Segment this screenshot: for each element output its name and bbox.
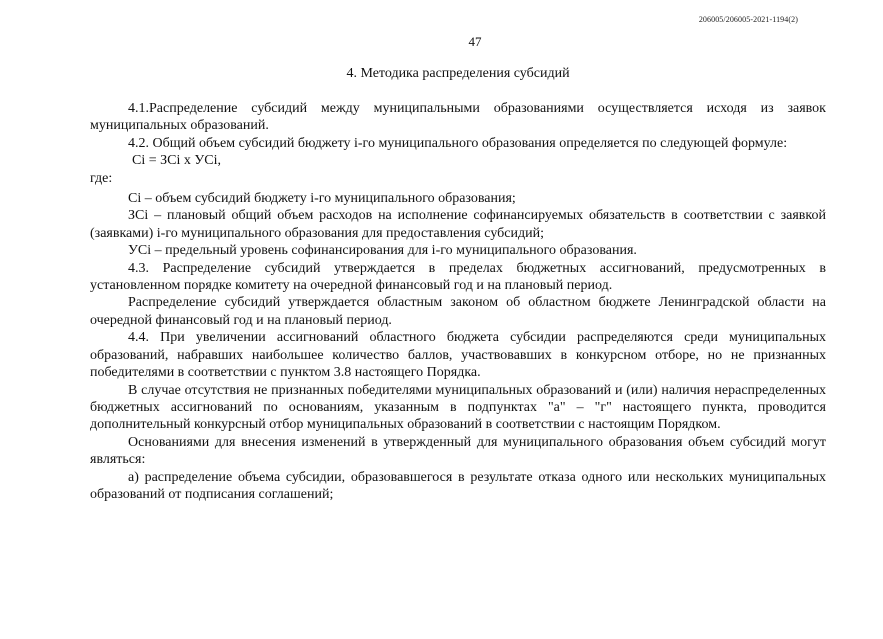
document-body xyxy=(90,100,826,503)
definition-uci: УCi – предельный уровень софинансирования для i-го муниципального образования. xyxy=(128,243,637,259)
page-number: 47 xyxy=(468,34,482,49)
section-title: 4. Методика распределения субсидий xyxy=(346,66,570,81)
paragraph-4-2: 4.2. Общий объем субсидий бюджету i-го муниципального образования определяется по следующей формуле: xyxy=(128,135,788,151)
paragraph-4-3-law: Распределение субсидий утверждается областным законом об областном бюджете Ленинградской области на очередной финансовый год и на плановый период. xyxy=(90,295,826,328)
paragraph-4-4: 4.4. При увеличении ассигнований областного бюджета субсидии распределяются среди муниципальных образований, набравших наибольшее количество баллов, участвовавших в конкурсном отборе, но не признанных победителями в соответствии с пунктом 3.8 настоящего Порядка. xyxy=(90,330,826,381)
definition-zci: ЗCi – плановый общий объем расходов на исполнение софинансируемых обязательств в соответствии с заявкой (заявками) i-го муниципального образования для предоставления субсидий; xyxy=(90,208,826,241)
paragraph-4-3: 4.3. Распределение субсидий утверждается в пределах бюджетных ассигнований, предусмотренных в установленном порядке комитету на очередной финансовый год и на плановый период. xyxy=(90,260,826,294)
paragraph-4-4-absence: В случае отсутствия не признанных победителями муниципальных образований и (или) наличия нераспределенных бюджетных ассигнований по основаниям, указанным в подпунктах "а" – "г" настоящего пункта, проводится дополнительный конкурсный отбор муниципальных образований в соответствии с настоящим Порядком. xyxy=(90,382,826,433)
paragraph-4-4-a: а) распределение объема субсидии, образовавшегося в результате отказа одного или нескольких муниципальных образований от подписания соглашений; xyxy=(90,469,826,502)
document-id: 206005/206005-2021-1194(2) xyxy=(698,15,798,24)
where-label: где: xyxy=(90,170,113,186)
formula: Ci = ЗCi x УCi, xyxy=(132,153,222,169)
paragraph-4-1: 4.1.Распределение субсидий между муниципальными образованиями осуществляется исходя из заявок муниципальных образований. xyxy=(90,101,826,134)
paragraph-4-4-grounds: Основаниями для внесения изменений в утвержденный для муниципального образования объем субсидий могут являться: xyxy=(90,434,826,468)
definition-ci: Ci – объем субсидий бюджету i-го муниципального образования; xyxy=(128,191,516,207)
